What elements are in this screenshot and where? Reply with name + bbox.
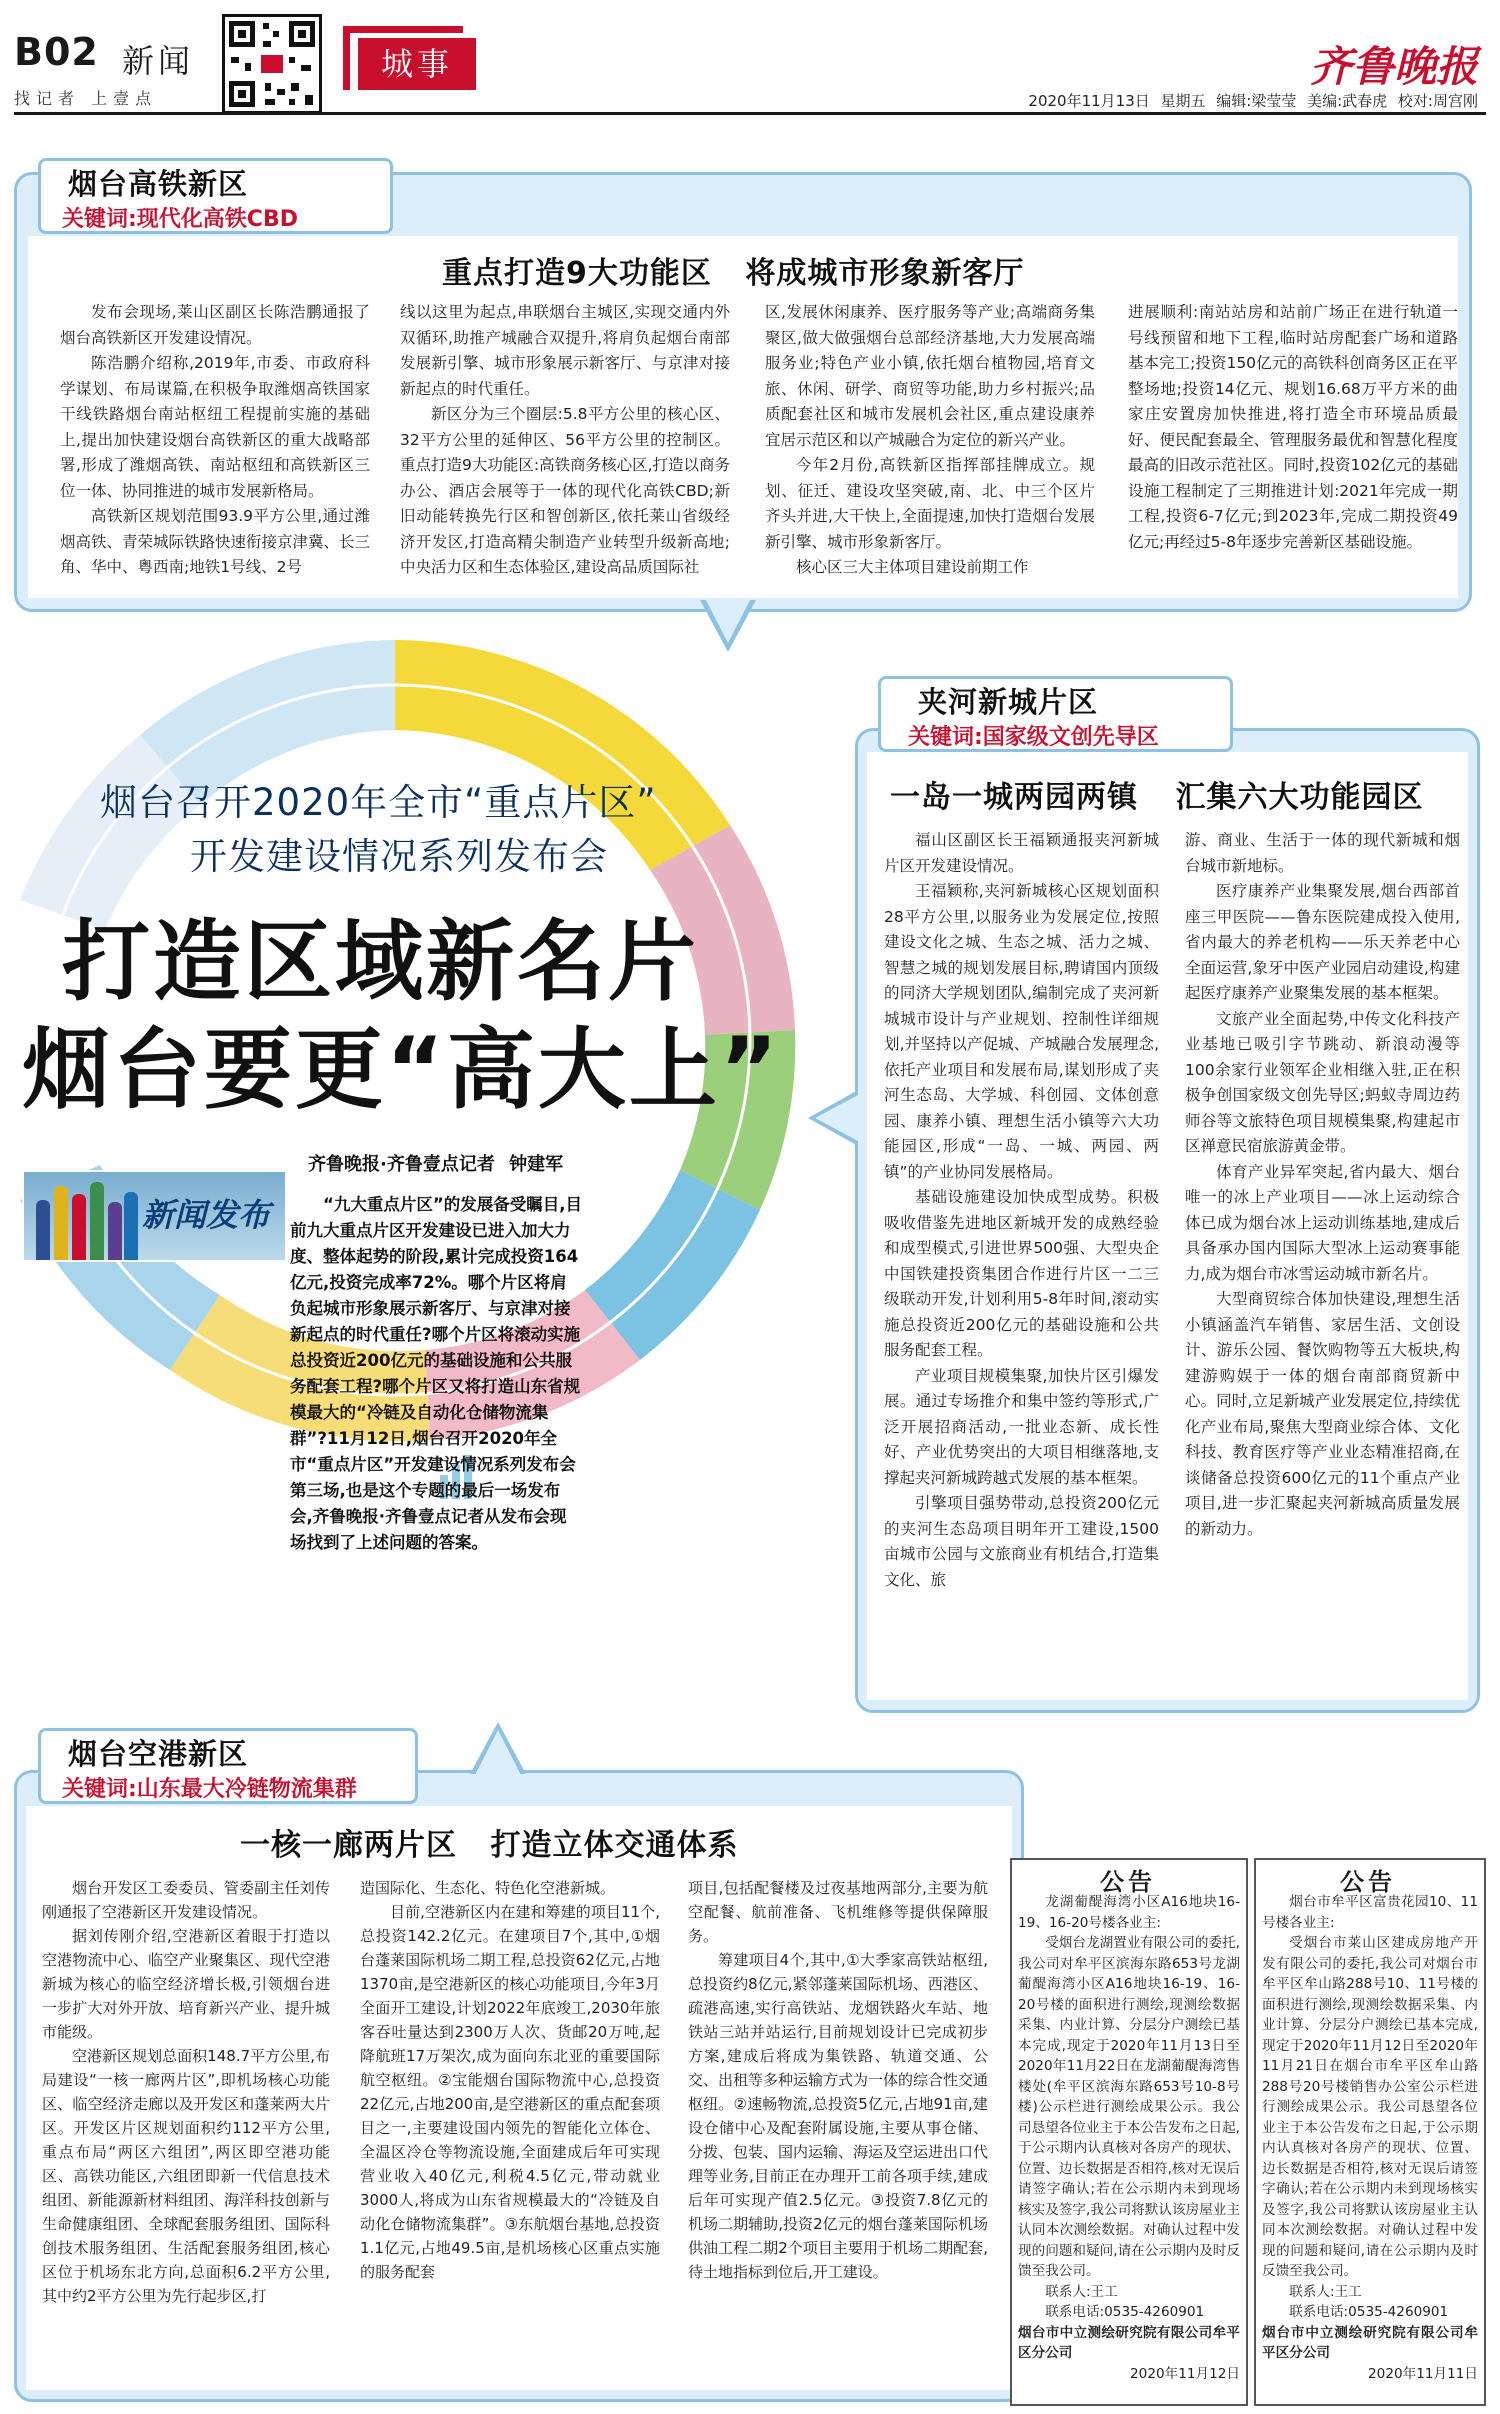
gaotie-keyword: 关键词:现代化高铁CBD — [62, 207, 298, 232]
jiahe-keyword: 关键词:国家级文创先导区 — [908, 725, 1159, 750]
gaotie-heading: 重点打造9大功能区 将成城市形象新客厅 — [442, 256, 1025, 291]
event-title-line1: 烟台召开2020年全市“重点片区” — [100, 781, 657, 824]
jiahe-col2: 游、商业、生活于一体的现代新城和烟台城市新地标。 医疗康养产业集聚发展,烟台西部首座三甲医院——鲁东医院建成投入使用,省内最大的养老机构——乐天养老中心全面运营,象牙中医产业园启动建设,构建起医疗康养产业聚集发展的基本框架。 文旅产业全面起势,中传文化科技产业基地已吸引字节跳动、新浪动漫等100余家行业领军企业相继入驻,正在积极争创国家级文创先导区;蚂蚁寺周边药师谷等文旅特色项目规模集聚,构建起市区禅意民宿旅游黄金带。 体育产业异军突起,省内最大、烟台唯一的冰上产业项目——冰上运动综合体已成为烟台冰上运动训练基地,建成后具备承办国内国际大型冰上运动赛事能力,成为烟台市冰雪运动城市新名片。 大型商贸综合体加快建设,理想生活小镇涵盖汽车销售、家居生活、文创设计、游乐公园、餐饮购物等五大板块,构建游购娱于一体的烟台南部商贸新中心。同时,立足新城产业发展定位,持续优化产业布局,聚焦大型商业综合体、文化科技、教育医疗等产业业态精准招商,在谈储备总投资600亿元的11个重点产业项目,进一步汇聚起夹河新城高质量发展的新动力。 — [1185, 831, 1460, 1538]
konggang-col3: 项目,包括配餐楼及过夜基地两部分,主要为航空配餐、航前准备、飞机维修等提供保障服务。 筹建项目4个,其中,①大季家高铁站枢纽,总投资约8亿元,紧邻蓬莱国际机场、西港区、疏港高速,实行高铁站、龙烟铁路火车站、地铁站三站并站运行,目前规划设计已完成初步方案,建成后将成为集铁路、轨道交通、公交、出租等多种运输方式为一体的综合性交通枢纽。②速畅物流,总投资5亿元,占地91亩,建设仓储中心及配套附属设施,主要从事仓储、分拨、包装、国内运输、海运及空运进出口代理等业务,目前正在办理开工前各项手续,建成后年可实现产值2.5亿元。③投资7.8亿元的机场二期辅助,投资2亿元的烟台蓬莱国际机场供油工程二期2个项目主要用于机场二期配套,待土地指标到位后,开工建设。 — [688, 1879, 989, 2281]
konggang-keyword: 关键词:山东最大冷链物流集群 — [62, 1777, 357, 1802]
headline-line1: 打造区域新名片 — [62, 910, 700, 1013]
notice-2-body: 烟台市牟平区富贵花园10、11号楼各业主: 受烟台市莱山区建成房地产开发有限公司的委托,我公司对烟台市牟平区牟山路288号10、11号楼的面积进行测绘,现测绘数据采集、内业计算、分层分户测绘已基本完成,现定于2020年11月12日至2020年11月21日在烟台市牟平区牟山路288号20号楼销售办公室公示栏进行测绘成果公示。我公司恳望各位业主于本公告发布之日起,于公示期内认真核对各房产的现状、位置、边长数据是否相符,核对无误后请签字确认;若在公示期内未到现场核实及签字,我公司将默认该房屋业主认同本次测绘数据。对确认过程中发现的问题和疑问,请在公示期内及时反馈至我公司。 联系人:王工 联系电话:0535-4260901 烟台市中立测绘研究院有限公司牟平区分公司 2020年11月11日 — [1262, 1894, 1478, 2382]
jiahe-callout-tail-fill — [815, 1095, 858, 1141]
gaotie-col1: 发布会现场,莱山区副区长陈浩鹏通报了烟台高铁新区开发建设情况。 陈浩鹏介绍称,2019年,市委、市政府科学谋划、布局谋篇,在积极争取潍烟高铁国家干线铁路烟台南站枢纽工程提前实施的基础上,提出加快建设烟台高铁新区的重大战略部署,形成了潍烟高铁、南站枢纽和高铁新区三位一体、协同推进的城市发展新格局。 高铁新区规划范围93.9平方公里,通过潍烟高铁、青荣城际铁路快速衔接京津冀、长三角、华中、粤西南;地铁1号线、2号 — [60, 303, 371, 576]
konggang-title: 烟台空港新区 — [68, 1737, 249, 1771]
newspaper-logo: 齐鲁晚报 — [1309, 42, 1478, 91]
qr-code-icon[interactable] — [222, 14, 322, 114]
jiahe-heading: 一岛一城两园两镇 汇集六大功能园区 — [890, 780, 1424, 815]
headline-line2: 烟台要更“高大上” — [22, 1018, 781, 1121]
konggang-col2: 造国际化、生态化、特色化空港新城。 目前,空港新区内在建和筹建的项目11个,总投资142.2亿元。在建项目7个,其中,①烟台蓬莱国际机场二期工程,总投资62亿元,占地1370亩,是空港新区的核心功能项目,今年3月全面开工建设,计划2022年底竣工,2030年旅客吞吐量达到2300万人次、货邮20万吨,起降航班17万架次,成为面向东北亚的重要国际航空枢纽。②宝能烟台国际物流中心,总投资22亿元,占地200亩,是空港新区的重点配套项目之一,主要建设国内领先的智能化立体仓、全温区冷仓等物流设施,全面建成后年可实现营业收入40亿元,利税4.5亿元,带动就业3000人,将成为山东省规模最大的“冷链及自动化仓储物流集群”。③东航烟台基地,总投资1.1亿元,占地49.5亩,是机场核心区重点实施的服务配套 — [360, 1879, 660, 2281]
konggang-heading: 一核一廊两片区 打造立体交通体系 — [240, 1828, 739, 1863]
gaotie-col3: 区,发展休闲康养、医疗服务等产业;高端商务集聚区,做大做强烟台总部经济基地,大力发展高端服务业;特色产业小镇,依托烟台植物园,培育文旅、休闲、研学、商贸等功能,助力乡村振兴;品质配套社区和城市发展机会社区,重点建设康养宜居示范区和以产城融合为定位的新兴产业。 今年2月份,高铁新区指挥部挂牌成立。规划、征迁、建设攻坚突破,南、北、中三个区片齐头并进,大干快上,全面提速,加快打造烟台发展新引擎、城市形象新客厅。 核心区三大主体项目建设前期工作 — [765, 303, 1095, 576]
category-label: 城事 — [358, 38, 476, 90]
notice-2-title: 公告 — [1340, 1868, 1396, 1896]
lead-paragraph — [22, 1192, 582, 1552]
header-slogan: 找记者 上壹点 — [14, 89, 158, 108]
issue-meta: 2020年11月13日 星期五 编辑:梁莹莹 美编:武春虎 校对:周宫刚 — [1028, 92, 1478, 110]
notice-1-title: 公告 — [1100, 1868, 1156, 1896]
lead-text: “九大重点片区”的发展备受瞩目,目前九大重点片区开发建设已进入加大力度、整体起势的阶段,累计完成投资164亿元,投资完成率72%。哪个片区将肩负起城市形象展示新客厅、与京津对接新起点的时代重任?哪个片区将滚动实施总投资近200亿元的基础设施和公共服务配套工程?哪个片区又将打造山东省规模最大的“冷链及自动化仓储物流集群”?11月12日,烟台召开2020年全市“重点片区”开发建设情况系列发布会第三场,也是这个专题的最后一场发布会,齐鲁晚报·齐鲁壹点记者从发布会现场找到了上述问题的答案。 — [290, 1195, 582, 1552]
byline: 齐鲁晚报·齐鲁壹点记者 钟建军 — [308, 1154, 564, 1175]
gaotie-title: 烟台高铁新区 — [68, 167, 249, 201]
header-rule — [14, 112, 1486, 115]
jiahe-title: 夹河新城片区 — [918, 685, 1099, 719]
jiahe-col1: 福山区副区长王福颖通报夹河新城片区开发建设情况。 王福颖称,夹河新城核心区规划面积28平方公里,以服务业为发展定位,按照建设文化之城、生态之城、活力之城、智慧之城的规划发展目标,聘请国内顶级的同济大学规划团队,编制完成了夹河新城城市设计与产业规划、控制性详细规划,并坚持以产促城、产城融合发展理念,依托产业项目和发展布局,谋划形成了夹河生态岛、大学城、科创园、文体创意园、康养小镇、理想生活小镇等六大功能园区,形成“一岛、一城、两园、两镇”的产业协同发展格局。 基础设施建设加快成型成势。积极吸收借鉴先进地区新城开发的成熟经验和成型模式,引进世界500强、大型央企中国铁建投资集团合作进行片区一二三级联动开发,计划利用5-8年时间,滚动实施总投资近200亿元的基础设施和公共服务配套工程。 产业项目规模集聚,加快片区引爆发展。通过专场推介和集中签约等形式,广泛开展招商活动,一批业态新、成长性好、产业优势突出的大项目相继落地,支撑起夹河新城跨越式发展的基本框架。 引擎项目强势带动,总投资200亿元的夹河生态岛项目明年开工建设,1500亩城市公园与文旅商业有机结合,打造集文化、旅 — [884, 831, 1159, 1589]
event-title-line2: 开发建设情况系列发布会 — [190, 835, 608, 878]
konggang-col1: 烟台开发区工委委员、管委副主任刘传刚通报了空港新区开发建设情况。 据刘传刚介绍,空港新区着眼于打造以空港物流中心、临空产业聚集区、现代空港新城为核心的临空经济增长极,引领烟台进一步扩大对外开放、培育新兴产业、提升城市能级。 空港新区规划总面积148.7平方公里,布局建设“一核一廊两片区”,即机场核心功能区、临空经济走廊以及开发区和蓬莱两大片区。开发区片区规划面积约112平方公里,重点布局“两区六组团”,两区即空港功能区、高铁功能区,六组团即新一代信息技术组团、新能源新材料组团、海洋科技创新与生命健康组团、全球配套服务组团、国际科创技术服务组团、生活配套服务组团,核心区位于机场东北方向,总面积6.2平方公里,其中约2平方公里为先行起步区,打 — [42, 1879, 330, 2305]
page-number: B02 — [14, 30, 99, 74]
gaotie-col2: 线以这里为起点,串联烟台主城区,实现交通内外双循环,助推产城融合双提升,将肩负起烟台南部发展新引擎、城市形象展示新客厅、与京津对接新起点的时代重任。 新区分为三个圈层:5.8平方公里的核心区、32平方公里的延伸区、56平方公里的控制区。重点打造9大功能区:高铁商务核心区,打造以商务办公、酒店会展等于一体的现代化高铁CBD;新旧动能转换先行区和智创新区,依托莱山省级经济开发区,打造高精尖制造产业转型升级新高地;中央活力区和生态体验区,建设高品质国际社 — [400, 303, 731, 576]
konggang-callout-tail-fill — [475, 1730, 521, 1775]
notice-1-body: 龙湖葡醍海湾小区A16地块16-19、16-20号楼各业主: 受烟台龙湖置业有限公司的委托,我公司对牟平区滨海东路653号龙湖葡醍海湾小区A16地块16-19、16-20号楼的面积进行测绘,现测绘数据采集、内业计算、分层分户测绘已基本完成,现定于2020年11月13日至2020年11月22日在龙湖葡醍海湾售楼处(牟平区滨海东路653号10-8号楼)公示栏进行测绘成果公示。我公司恳望各位业主于本公告发布之日起,于公示期内认真核对各房产的现状、位置、边长数据是否相符,核对无误后请签字确认;若在公示期内未到现场核实及签字,我公司将默认该房屋业主认同本次测绘数据。对确认过程中发现的问题和疑问,请在公示期内及时反馈至我公司。 联系人:王工 联系电话:0535-4260901 烟台市中立测绘研究院有限公司牟平区分公司 2020年11月12日 — [1018, 1894, 1240, 2382]
section-name: 新闻 — [122, 42, 195, 80]
gaotie-callout-tail-fill — [705, 598, 751, 643]
image-caption: 新闻发布 — [142, 1196, 271, 1234]
gaotie-col4: 进展顺利:南站站房和站前广场正在进行轨道一号线预留和地下工程,临时站房配套广场和道路基本完工;投资150亿元的高铁科创商务区正在平整场地;投资14亿元、规划16.68万平方米的曲家庄安置房加快推进,将打造全市环境品质最好、便民配套最全、管理服务最优和智慧化程度最高的旧改示范社区。同时,投资102亿元的基础设施工程制定了三期推进计划:2021年完成一期工程,投资6-7亿元;到2023年,完成二期投资49亿元;再经过5-8年逐步完善新区基础设施。 — [1128, 303, 1458, 551]
